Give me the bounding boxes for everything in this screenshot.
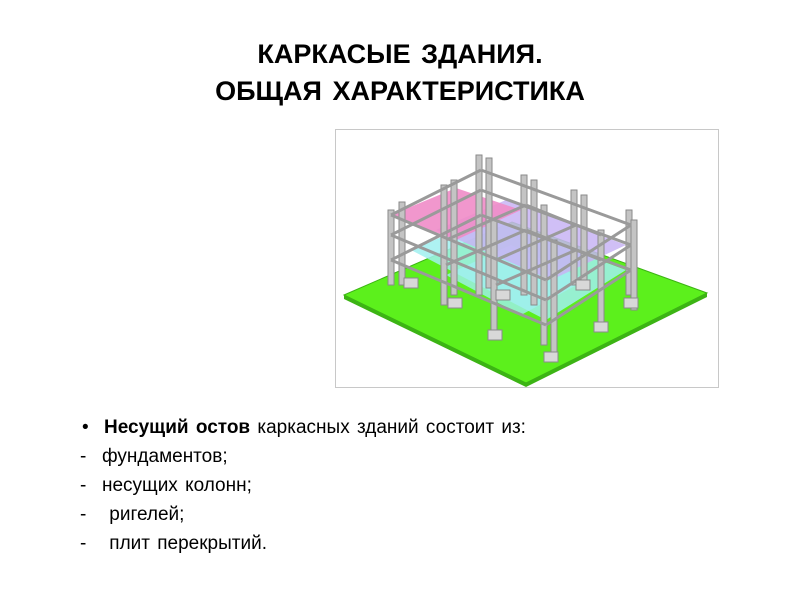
- list-item: [80, 442, 267, 471]
- dash-marker: -: [80, 504, 87, 525]
- building-frame-figure: [335, 129, 719, 388]
- list-intro: [82, 413, 526, 442]
- dash-marker: -: [80, 475, 87, 496]
- list-item-text: несущих колонн;: [102, 475, 252, 496]
- building-frame-illustration: [336, 130, 718, 387]
- bullet-marker: •: [82, 417, 89, 438]
- list-item: [80, 471, 267, 500]
- intro-bold-text: Несущий остов: [104, 417, 251, 438]
- body-list: [82, 413, 526, 442]
- dash-marker: -: [80, 533, 87, 554]
- slide-title: [0, 36, 800, 110]
- list-item: [80, 500, 267, 529]
- title-line-1: КАРКАСЫЕ ЗДАНИЯ.: [257, 39, 543, 69]
- title-line-2: ОБЩАЯ ХАРАКТЕРИСТИКА: [215, 76, 585, 106]
- intro-text: каркасных зданий состоит из:: [250, 417, 526, 438]
- list-item-text: плит перекрытий.: [102, 533, 267, 554]
- component-list: [80, 442, 267, 558]
- list-item-text: фундаментов;: [102, 446, 228, 467]
- list-item: [80, 529, 267, 558]
- dash-marker: -: [80, 446, 87, 467]
- list-item-text: ригелей;: [102, 504, 185, 525]
